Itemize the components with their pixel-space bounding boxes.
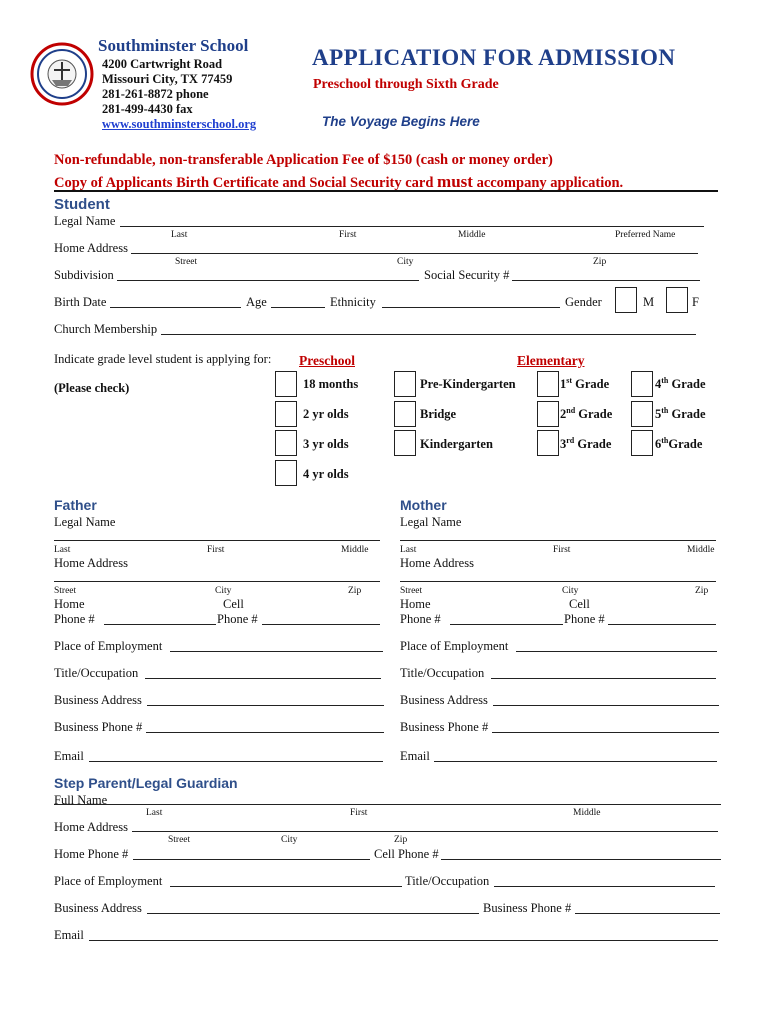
caption-first: First	[339, 230, 357, 240]
birth-date-label: Birth Date	[54, 295, 107, 309]
mother-heading: Mother	[400, 497, 447, 513]
mother-home-address-field[interactable]	[400, 581, 716, 582]
ethnicity-field[interactable]	[382, 307, 560, 308]
father-home-address-field[interactable]	[54, 581, 380, 582]
father-home-address-label: Home Address	[54, 556, 128, 570]
mother-caption-zip: Zip	[695, 586, 709, 596]
age-field[interactable]	[271, 307, 325, 308]
father-business-phone-field[interactable]	[146, 732, 384, 733]
school-seal	[30, 42, 94, 106]
checkbox-3rd-grade[interactable]	[537, 430, 559, 456]
guardian-caption-middle: Middle	[573, 808, 601, 818]
father-caption-middle: Middle	[341, 545, 369, 555]
father-email-field[interactable]	[89, 761, 383, 762]
father-caption-first: First	[207, 545, 225, 555]
checkbox-kindergarten[interactable]	[394, 430, 416, 456]
school-website-link[interactable]: www.southminsterschool.org	[102, 117, 257, 131]
mother-home-phone-field[interactable]	[450, 624, 563, 625]
student-legal-name-label: Legal Name	[54, 214, 116, 228]
father-employment-field[interactable]	[170, 651, 383, 652]
option-2nd-grade: 2nd Grade	[560, 405, 613, 421]
mother-caption-first: First	[553, 545, 571, 555]
checkbox-3-yr-olds[interactable]	[275, 430, 297, 456]
mother-business-address-field[interactable]	[493, 705, 719, 706]
caption-street: Street	[175, 257, 198, 267]
father-caption-city: City	[215, 586, 232, 596]
guardian-employment-field[interactable]	[170, 886, 402, 887]
gender-m-checkbox[interactable]	[615, 287, 637, 313]
mother-home-label: Home	[400, 597, 431, 611]
mother-cell-phone-field[interactable]	[608, 624, 716, 625]
father-cell-label: Cell	[223, 597, 244, 611]
guardian-caption-street: Street	[168, 835, 191, 845]
guardian-heading: Step Parent/Legal Guardian	[54, 775, 238, 791]
option-pre-kindergarten: Pre-Kindergarten	[420, 377, 516, 391]
father-legal-name-field[interactable]	[54, 540, 380, 541]
checkbox-1st-grade[interactable]	[537, 371, 559, 397]
checkbox-2-yr-olds[interactable]	[275, 401, 297, 427]
gender-m-label: M	[643, 295, 655, 309]
father-home-phone-label: Phone #	[54, 612, 95, 626]
mother-business-address-label: Business Address	[400, 693, 488, 707]
checkbox-4th-grade[interactable]	[631, 371, 653, 397]
mother-legal-name-field[interactable]	[400, 540, 716, 541]
option-3rd-grade: 3rd Grade	[560, 435, 612, 451]
guardian-cell-phone-field[interactable]	[441, 859, 721, 860]
caption-last: Last	[171, 230, 188, 240]
father-legal-name-label: Legal Name	[54, 515, 116, 529]
father-title-field[interactable]	[145, 678, 381, 679]
guardian-business-address-label: Business Address	[54, 901, 142, 915]
mother-home-phone-label: Phone #	[400, 612, 441, 626]
mother-caption-last: Last	[400, 545, 417, 555]
father-business-address-label: Business Address	[54, 693, 142, 707]
checkbox-6th-grade[interactable]	[631, 430, 653, 456]
guardian-title-field[interactable]	[494, 886, 715, 887]
school-address-line1: 4200 Cartwright Road	[102, 57, 223, 71]
tagline: The Voyage Begins Here	[322, 114, 480, 129]
mother-home-address-label: Home Address	[400, 556, 474, 570]
checkbox-4-yr-olds[interactable]	[275, 460, 297, 486]
mother-email-field[interactable]	[434, 761, 717, 762]
please-check-label: (Please check)	[54, 381, 130, 395]
guardian-title-label: Title/Occupation	[405, 874, 490, 888]
father-title-label: Title/Occupation	[54, 666, 139, 680]
form-subtitle: Preschool through Sixth Grade	[313, 77, 499, 92]
caption-zip: Zip	[593, 257, 607, 267]
guardian-caption-last: Last	[146, 808, 163, 818]
guardian-employment-label: Place of Employment	[54, 874, 163, 888]
mother-cell-phone-label: Phone #	[564, 612, 605, 626]
mother-caption-middle: Middle	[687, 545, 715, 555]
guardian-full-name-label: Full Name	[54, 793, 108, 807]
option-1st-grade: 1st Grade	[560, 375, 610, 391]
checkbox-5th-grade[interactable]	[631, 401, 653, 427]
church-membership-label: Church Membership	[54, 322, 158, 336]
preschool-heading: Preschool	[299, 353, 355, 368]
student-heading: Student	[54, 196, 110, 213]
mother-legal-name-label: Legal Name	[400, 515, 462, 529]
father-cell-phone-field[interactable]	[262, 624, 380, 625]
caption-middle: Middle	[458, 230, 486, 240]
school-fax: 281-499-4430 fax	[102, 102, 193, 116]
option-4-yr-olds: 4 yr olds	[303, 467, 349, 481]
option-18-months: 18 months	[303, 377, 359, 391]
mother-title-label: Title/Occupation	[400, 666, 485, 680]
guardian-caption-city: City	[281, 835, 298, 845]
subdivision-field[interactable]	[117, 280, 419, 281]
father-email-label: Email	[54, 749, 84, 763]
guardian-business-address-field[interactable]	[147, 913, 479, 914]
father-business-phone-label: Business Phone #	[54, 720, 143, 734]
gender-f-checkbox[interactable]	[666, 287, 688, 313]
guardian-caption-zip: Zip	[394, 835, 408, 845]
mother-business-phone-label: Business Phone #	[400, 720, 489, 734]
guardian-caption-first: First	[350, 808, 368, 818]
option-6th-grade: 6thGrade	[655, 435, 703, 451]
gender-label: Gender	[565, 295, 602, 309]
guardian-business-phone-field[interactable]	[575, 913, 720, 914]
option-bridge: Bridge	[420, 407, 457, 421]
age-label: Age	[246, 295, 267, 309]
mother-employment-field[interactable]	[516, 651, 717, 652]
option-3-yr-olds: 3 yr olds	[303, 437, 349, 451]
checkbox-2nd-grade[interactable]	[537, 401, 559, 427]
school-address-line2: Missouri City, TX 77459	[102, 72, 233, 86]
church-membership-field[interactable]	[161, 334, 696, 335]
father-caption-zip: Zip	[348, 586, 362, 596]
mother-email-label: Email	[400, 749, 430, 763]
mother-employment-label: Place of Employment	[400, 639, 509, 653]
ethnicity-label: Ethnicity	[330, 295, 376, 309]
father-caption-last: Last	[54, 545, 71, 555]
father-business-address-field[interactable]	[147, 705, 384, 706]
student-home-address-label: Home Address	[54, 241, 128, 255]
father-home-phone-field[interactable]	[104, 624, 216, 625]
checkbox-bridge[interactable]	[394, 401, 416, 427]
fee-notice: Non-refundable, non-transferable Application Fee of $150 (cash or money order)	[54, 152, 553, 168]
guardian-cell-phone-label: Cell Phone #	[374, 847, 439, 861]
guardian-full-name-field[interactable]	[54, 804, 721, 805]
mother-caption-street: Street	[400, 586, 423, 596]
school-name: Southminster School	[98, 36, 249, 55]
father-cell-phone-label: Phone #	[217, 612, 258, 626]
option-kindergarten: Kindergarten	[420, 437, 493, 451]
father-heading: Father	[54, 497, 97, 513]
gender-f-label: F	[692, 295, 699, 309]
mother-title-field[interactable]	[491, 678, 716, 679]
social-security-label: Social Security #	[424, 268, 510, 282]
guardian-home-address-field[interactable]	[132, 831, 718, 832]
guardian-home-phone-label: Home Phone #	[54, 847, 129, 861]
guardian-home-address-label: Home Address	[54, 820, 128, 834]
caption-preferred-name: Preferred Name	[615, 230, 676, 240]
social-security-field[interactable]	[512, 280, 700, 281]
student-home-address-field[interactable]	[131, 253, 698, 254]
caption-city: City	[397, 257, 414, 267]
subdivision-label: Subdivision	[54, 268, 114, 282]
checkbox-pre-kindergarten[interactable]	[394, 371, 416, 397]
guardian-email-label: Email	[54, 928, 84, 942]
elementary-heading: Elementary	[517, 353, 585, 368]
mother-cell-label: Cell	[569, 597, 590, 611]
option-4th-grade: 4th Grade	[655, 375, 706, 391]
father-employment-label: Place of Employment	[54, 639, 163, 653]
mother-business-phone-field[interactable]	[492, 732, 719, 733]
guardian-home-phone-field[interactable]	[133, 859, 370, 860]
grade-prompt: Indicate grade level student is applying for:	[54, 352, 272, 366]
student-legal-name-field[interactable]	[120, 226, 704, 227]
document-notice: Copy of Applicants Birth Certificate and Social Security card must accompany application.	[54, 172, 624, 191]
guardian-business-phone-label: Business Phone #	[483, 901, 572, 915]
father-caption-street: Street	[54, 586, 77, 596]
header-divider	[54, 190, 718, 192]
mother-caption-city: City	[562, 586, 579, 596]
birth-date-field[interactable]	[110, 307, 241, 308]
guardian-email-field[interactable]	[89, 940, 718, 941]
school-phone: 281-261-8872 phone	[102, 87, 209, 101]
father-home-label: Home	[54, 597, 85, 611]
checkbox-18-months[interactable]	[275, 371, 297, 397]
option-5th-grade: 5th Grade	[655, 405, 706, 421]
option-2-yr-olds: 2 yr olds	[303, 407, 349, 421]
form-title: APPLICATION FOR ADMISSION	[312, 45, 676, 70]
